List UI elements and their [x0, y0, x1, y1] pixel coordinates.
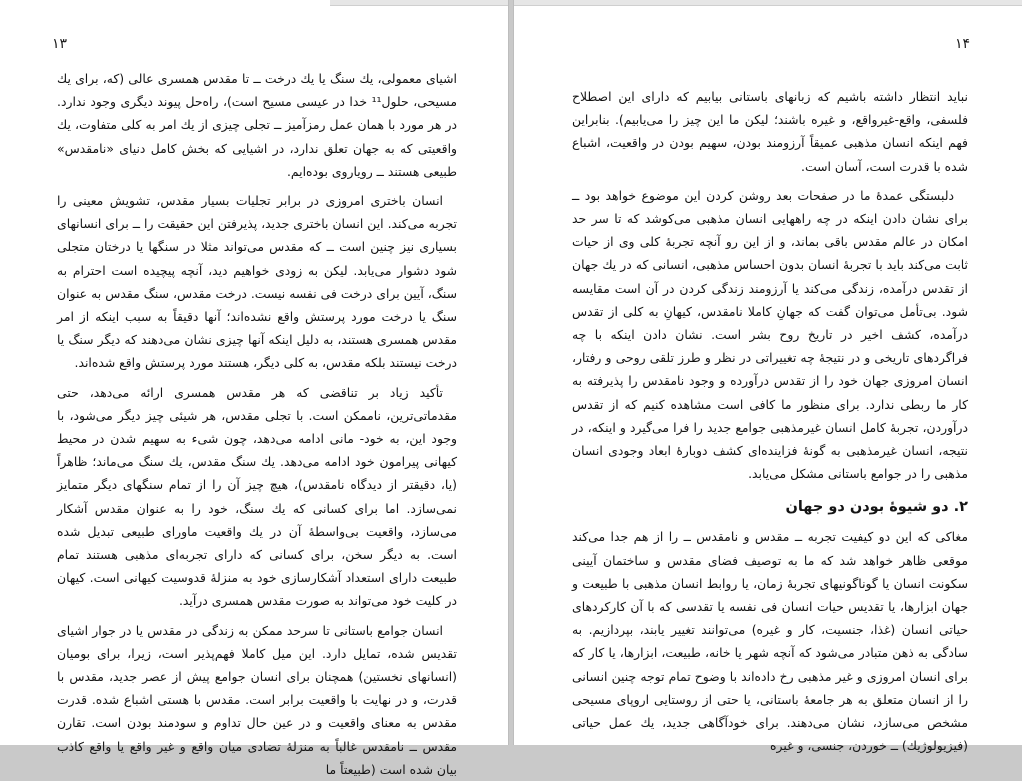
paragraph: تأكید زیاد بر تناقضی كه هر مقدس همسری ارائه می‌دهد، حتی مقدماتی‌ترین، ناممكن است. با تجلی مقدس، هر شیئی چیز دیگر می‌شود، با وجود این، به خود- مانی ادامه می‌دهد، چون شیء به سهیم شدن در محیط كیهانی پیرامون خود ادامه می‌دهد. یك سنگ مقدس، یك سنگ می‌ماند؛ ظاهراً (یا، دقیقتر از دیدگاه نامقدس)، هیچ چیز آن را از تمام سنگهای دیگر متمایز نمی‌سازد. اما برای كسانی كه یك سنگ، خود را به عنوان مقدس آشكار می‌سازد، واقعیت بی‌واسطهٔ آن در یك واقعیت ماورای طبیعی تبدیل شده است. به دیگر سخن، برای كسانی كه دارای تجربه‌ای مذهبی هستند تمام طبیعت دارای استعداد آشكارسازی خود به منزلهٔ قدوسیت كیهانی است. كیهان در كلیت خود می‌تواند به صورت مقدس همسری درآید. — [57, 384, 457, 609]
right-page — [513, 0, 1022, 754]
body-text — [57, 67, 457, 781]
body-text — [572, 85, 968, 757]
paragraph: انسان جوامع باستانی تا سرحد ممكن به زندگی در مقدس یا در جوار اشیای تقدیس شده، تمایل دارد. این میل كاملا فهم‌پذیر است، زیرا، برای بومیان (انسانهای نخستین) همچنان برای انسان جوامع پیش از عصر جدید، مقدس با قدرت، و در نهایت با واقعیت برابر است. مقدس با هستی اشباع شده. قدرت مقدس به معنای واقعیت و در عین حال تداوم و سودمند بودن است. تقارن مقدس ــ نامقدس غالباً به منزلهٔ تضادی میان واقع و غیر واقع یا واقع كاذب بیان شده است (طبیعتاً ما — [57, 622, 457, 777]
paragraph: مغاكی كه این دو كیفیت تجربه ــ مقدس و نامقدس ــ را از هم جدا می‌كند موقعی ظاهر خواهد شد كه ما به توصیف فضای مقدس و ساختمان آیینی سكونت انسان یا گوناگونیهای تجربهٔ زمان، یا روابط انسان مذهبی با طبیعت و جهان ابزارها، یا تقدیس حیات انسان فی نفسه یا تقدسی كه با آن كاركردهای حیاتی انسان (غذا، جنسیت، كار و غیره) می‌توانند تغییر یابند، بپردازیم. به سادگی به ذهن متبادر می‌شود كه آنچه شهر یا خانه، طبیعت، ابزارها، یا كار كه برای انسان امروزی و غیر مذهبی رخ داده‌اند با وضوح تمام توجه چنین انسانی را از انسان متعلق به هر جامعهٔ باستانی، یا حتی از روستایی اروپای مسیحی مشخص می‌سازد، نشان می‌دهند. برای خودآگاهی جدید، یك عمل حیاتی (فیزیولوژیك) ــ خوردن، جنسی، و غیره — [572, 529, 968, 754]
section-heading: ۲. دو شیوهٔ بودن دو جهان — [785, 499, 968, 516]
scan-edge — [330, 0, 508, 6]
page-number: ۱۳ — [52, 36, 68, 52]
paragraph: دلبستگی عمدهٔ ما در صفحات بعد روشن كردن این موضوع خواهد بود ــ برای نشان دادن اینكه در چه راههایی انسان مذهبی می‌كوشد كه تا سر حد امكان در عالم مقدس باقی بماند، و از این رو آنچه تجربهٔ كلی وی از حیات ثابت می‌كند باید با تجربهٔ انسان بدون احساس مذهبی، انسانی كه در یك جهان از تقدس درآمده، زندگی می‌كند یا آرزومند زندگی كردن در آن است مقایسه شود. بی‌تأمل می‌توان گفت كه جهانِ كاملا نامقدس، كیهانِ به كلی از تقدس درآمده، كشف اخیر در تاریخ روح بشر است. نشان دادن اینكه با چه فراگردهای تاریخی و در نتیجهٔ چه تغییراتی در نظر و طرز تلقی روحی و رفتار، انسان امروزی جهان خود را از تقدس درآورده و وجود نامقدس را پذیرفته به كار ما ربطی ندارد. برای منظور ما كافی است مشاهده كنیم كه از تقدس درآوردن، تجربهٔ كامل انسان غیرمذهبی جوامع جدید را فرا می‌گیرد و اینكه، در نتیجه، انسان غیرمذهبی به گونهٔ فزاینده‌ای كشف دوبارهٔ ابعاد وجودی انسان مذهبی را در جوامع باستانی مشكل می‌یابد. — [572, 187, 968, 482]
paragraph: اشیای معمولی، یك سنگ یا یك درخت ــ تا مقدس همسری عالی (كه، برای یك مسیحی، حلول¹¹ خدا در عیسی مسیح است)، راه‌حل پیوند دیگری وجود ندارد. در هر مورد با همان عمل رمزآمیز ــ تجلی چیزی از یك امر به كلی متفاوت، یك واقعیتی كه به جهان تعلق ندارد، در اشیایی كه بخش كامل دنیای «نامقدس» طبیعی هستند ــ رویاروی بوده‌ایم. — [57, 71, 457, 179]
page-number: ۱۴ — [954, 36, 970, 52]
left-page — [0, 0, 509, 777]
paragraph: نباید انتظار داشته باشیم كه زبانهای باستانی بیابیم كه دارای این اصطلاح فلسفی، واقع-غیرواقع، و غیره باشند؛ لیكن ما این چیز را می‌یابیم). بنابراین فهم اینكه انسان مذهبی عمیقاً آرزومند بودن، سهیم بودن در واقعیت، اشباع شده با قدرت است، آسان است. — [572, 89, 968, 174]
paragraph: انسان باختری امروزی در برابر تجلیات بسیار مقدس، تشویش معینی را تجربه می‌كند. این انسان باختری جدید، پذیرفتن این حقیقت را ــ برای انسانهای بسیاری نیز چنین است ــ كه مقدس می‌تواند مثلا در سنگها یا درختان متجلی شود دشوار می‌یابد. لیكن به زودی خواهیم دید، آنچه پیچیده است احترام به سنگ، آیین برای درخت فی نفسه نیست. درخت مقدس، سنگ مقدس به عنوان سنگ یا درخت مورد پرستش واقع نشده‌اند؛ آنها دقیقاً به سبب اینكه از امر مقدس همسری هستند، به دلیل اینكه آنها چیزی نشان می‌دهند كه دیگر سنگ یا درخت نیستند بلكه مقدس، به كلی دیگر، هستند مورد پرستش واقع شده‌اند. — [57, 193, 457, 371]
scan-edge — [514, 0, 1022, 6]
